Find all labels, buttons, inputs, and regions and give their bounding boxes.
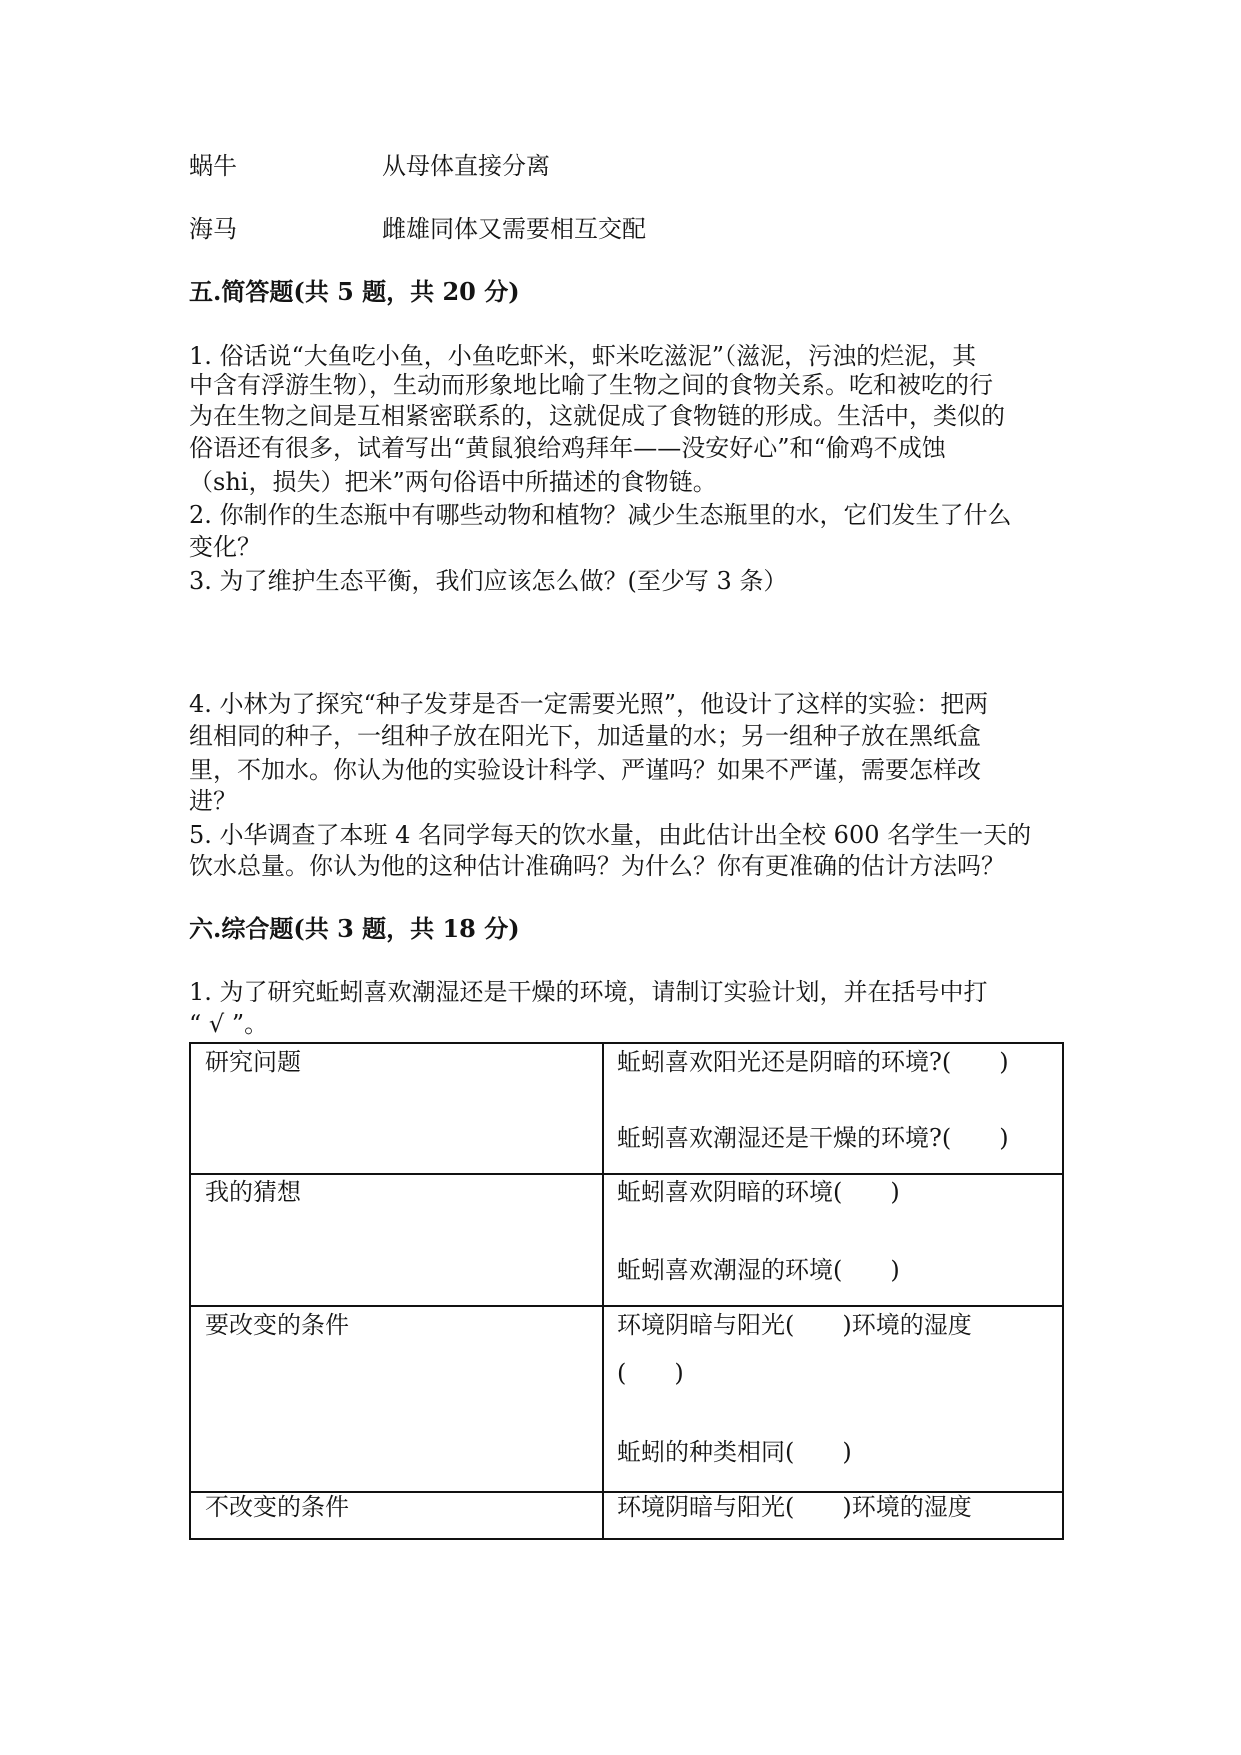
question-line: 里，不加水。你认为他的实验设计科学、严谨吗？如果不严谨，需要怎样改	[189, 756, 981, 784]
row-options-cell	[603, 1174, 1063, 1306]
row-label: 要改变的条件	[205, 1311, 349, 1339]
table-row	[190, 1174, 1063, 1306]
question-line: 进？	[189, 787, 237, 815]
question-line: 4. 小林为了探究“种子发芽是否一定需要光照”，他设计了这样的实验：把两	[189, 690, 989, 718]
match-description: 从母体直接分离	[382, 152, 550, 180]
option-text: 蚯蚓喜欢潮湿的环境( )	[617, 1256, 900, 1284]
match-animal-seahorse: 海马	[189, 215, 237, 243]
row-label-cell	[190, 1306, 603, 1492]
row-label-cell	[190, 1174, 603, 1306]
question-line: 饮水总量。你认为他的这种估计准确吗？为什么？你有更准确的估计方法吗？	[189, 852, 1005, 880]
row-label-cell	[190, 1492, 603, 1539]
section5-heading: 五.简答题(共 5 题，共 20 分)	[189, 277, 520, 306]
question-line: 变化？	[189, 533, 261, 561]
table-row	[190, 1492, 1063, 1539]
row-options-cell	[603, 1492, 1063, 1539]
option-text: 蚯蚓的种类相同( )	[617, 1438, 852, 1466]
row-label-cell	[190, 1043, 603, 1174]
question-line: “ √ ”。	[189, 1010, 269, 1038]
row-options-cell	[603, 1306, 1063, 1492]
option-text: 蚯蚓喜欢潮湿还是干燥的环境?( )	[617, 1124, 1009, 1152]
experiment-plan-table	[189, 1042, 1064, 1540]
section6-heading: 六.综合题(共 3 题，共 18 分)	[189, 914, 520, 943]
option-text: ( )	[617, 1359, 684, 1387]
option-text: 蚯蚓喜欢阴暗的环境( )	[617, 1178, 900, 1206]
match-animal-snail: 蜗牛	[189, 152, 237, 180]
row-label: 不改变的条件	[205, 1493, 349, 1521]
row-label: 研究问题	[205, 1048, 301, 1076]
option-text: 环境阴暗与阳光( )环境的湿度	[617, 1493, 972, 1521]
question-line: 1. 为了研究蚯蚓喜欢潮湿还是干燥的环境，请制订实验计划，并在括号中打	[189, 978, 988, 1006]
table-row	[190, 1306, 1063, 1492]
question-line: 2. 你制作的生态瓶中有哪些动物和植物？减少生态瓶里的水，它们发生了什么	[189, 501, 1012, 529]
question-line: 5. 小华调查了本班 4 名同学每天的饮水量，由此估计出全校 600 名学生一天的	[189, 821, 1032, 849]
question-line: 3. 为了维护生态平衡，我们应该怎么做？(至少写 3 条）	[189, 567, 788, 595]
question-line: 1. 俗话说“大鱼吃小鱼，小鱼吃虾米，虾米吃滋泥”（滋泥，污浊的烂泥，其	[189, 342, 977, 370]
question-line: 俗语还有很多，试着写出“黄鼠狼给鸡拜年——没安好心”和“偷鸡不成蚀	[189, 434, 946, 462]
table-row	[190, 1043, 1063, 1174]
question-line: 中含有浮游生物），生动而形象地比喻了生物之间的食物关系。吃和被吃的行	[189, 371, 993, 399]
row-label: 我的猜想	[205, 1178, 301, 1206]
question-line: 组相同的种子，一组种子放在阳光下，加适量的水；另一组种子放在黑纸盒	[189, 722, 981, 750]
option-text: 环境阴暗与阳光( )环境的湿度	[617, 1311, 972, 1339]
row-options-cell	[603, 1043, 1063, 1174]
question-line: 为在生物之间是互相紧密联系的，这就促成了食物链的形成。生活中，类似的	[189, 402, 1005, 430]
option-text: 蚯蚓喜欢阳光还是阴暗的环境?( )	[617, 1048, 1009, 1076]
match-description: 雌雄同体又需要相互交配	[382, 215, 646, 243]
question-line: （shi，损失）把米”两句俗语中所描述的食物链。	[189, 468, 717, 496]
